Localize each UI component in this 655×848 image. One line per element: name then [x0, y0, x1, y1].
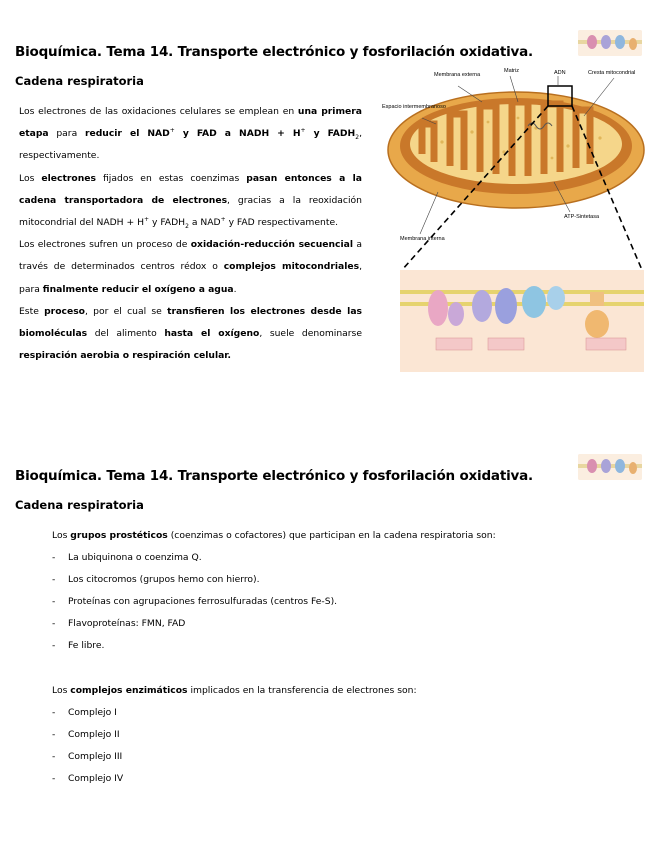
section-subtitle: Cadena respiratoria — [15, 74, 144, 88]
enzyme-complexes-list — [52, 702, 123, 790]
etc-panel — [400, 270, 644, 372]
list-item: - La ubiquinona o coenzima Q. — [52, 547, 337, 569]
list-item: - Fe libre. — [52, 635, 337, 657]
paragraph-3: Los electrones sufren un proceso de oxidación-reducción secuencial a través de determinados centros rédox o complejos mitocondriales, para finalmente reducir el oxígeno a agua. — [19, 239, 363, 295]
label-membrana-externa: Membrana externa — [434, 72, 481, 78]
body-text — [19, 101, 362, 367]
label-adn: ADN — [554, 70, 566, 76]
slide-title: Bioquímica. Tema 14. Transporte electrónico y fosforilación oxidativa. — [15, 468, 533, 484]
label-atp-sintetasa: ATP-Sintetasa — [564, 214, 600, 220]
list-item: - Complejo III — [52, 746, 123, 768]
paragraph-2: Los electrones fijados en estas coenzimas pasan entonces a la cadena transportadora de electrones, gracias a la reoxidación mitocondrial del NADH + H+ y $FADH_2$ a NAD+ y FAD respectivamente. — [19, 172, 362, 230]
paragraph-1: Los electrones de las oxidaciones celulares se emplean en una primera etapa para reducir el NAD+ y FAD a NADH + H+ y $FADH_2$, respectivamente. — [19, 106, 362, 162]
slide-thumbnail-icon — [578, 454, 642, 480]
slide-2 — [0, 424, 655, 848]
mitochondrion-figure — [378, 62, 646, 374]
list-item: - Complejo I — [52, 702, 123, 724]
list-item: - Los citocromos (grupos hemo con hierro). — [52, 569, 337, 591]
enzyme-complexes-intro: Los complejos enzimáticos implicados en la transferencia de electrones son: — [52, 685, 417, 696]
prosthetic-groups-intro: Los grupos prostéticos (coenzimas o cofactores) que participan en la cadena respiratoria son: — [52, 530, 496, 541]
prosthetic-groups-list — [52, 547, 337, 657]
list-item: - Complejo II — [52, 724, 123, 746]
list-item: - Complejo IV — [52, 768, 123, 790]
section-subtitle: Cadena respiratoria — [15, 498, 144, 512]
label-espacio: Espacio intermembranoso — [382, 104, 446, 110]
label-cresta: Cresta mitocondrial — [588, 70, 636, 76]
list-item: - Proteínas con agrupaciones ferrosulfuradas (centros Fe-S). — [52, 591, 337, 613]
label-membrana-interna: Membrana interna — [400, 236, 445, 242]
paragraph-4: Este proceso, por el cual se transfieren los electrones desde las biomoléculas del alimento hasta el oxígeno, suele denominarse respiración aerobia o respiración celular. — [19, 305, 362, 362]
slide-thumbnail-icon — [578, 30, 642, 56]
label-matriz: Matriz — [504, 68, 519, 74]
list-item: - Flavoproteínas: FMN, FAD — [52, 613, 337, 635]
slide-title: Bioquímica. Tema 14. Transporte electrónico y fosforilación oxidativa. — [15, 44, 533, 60]
